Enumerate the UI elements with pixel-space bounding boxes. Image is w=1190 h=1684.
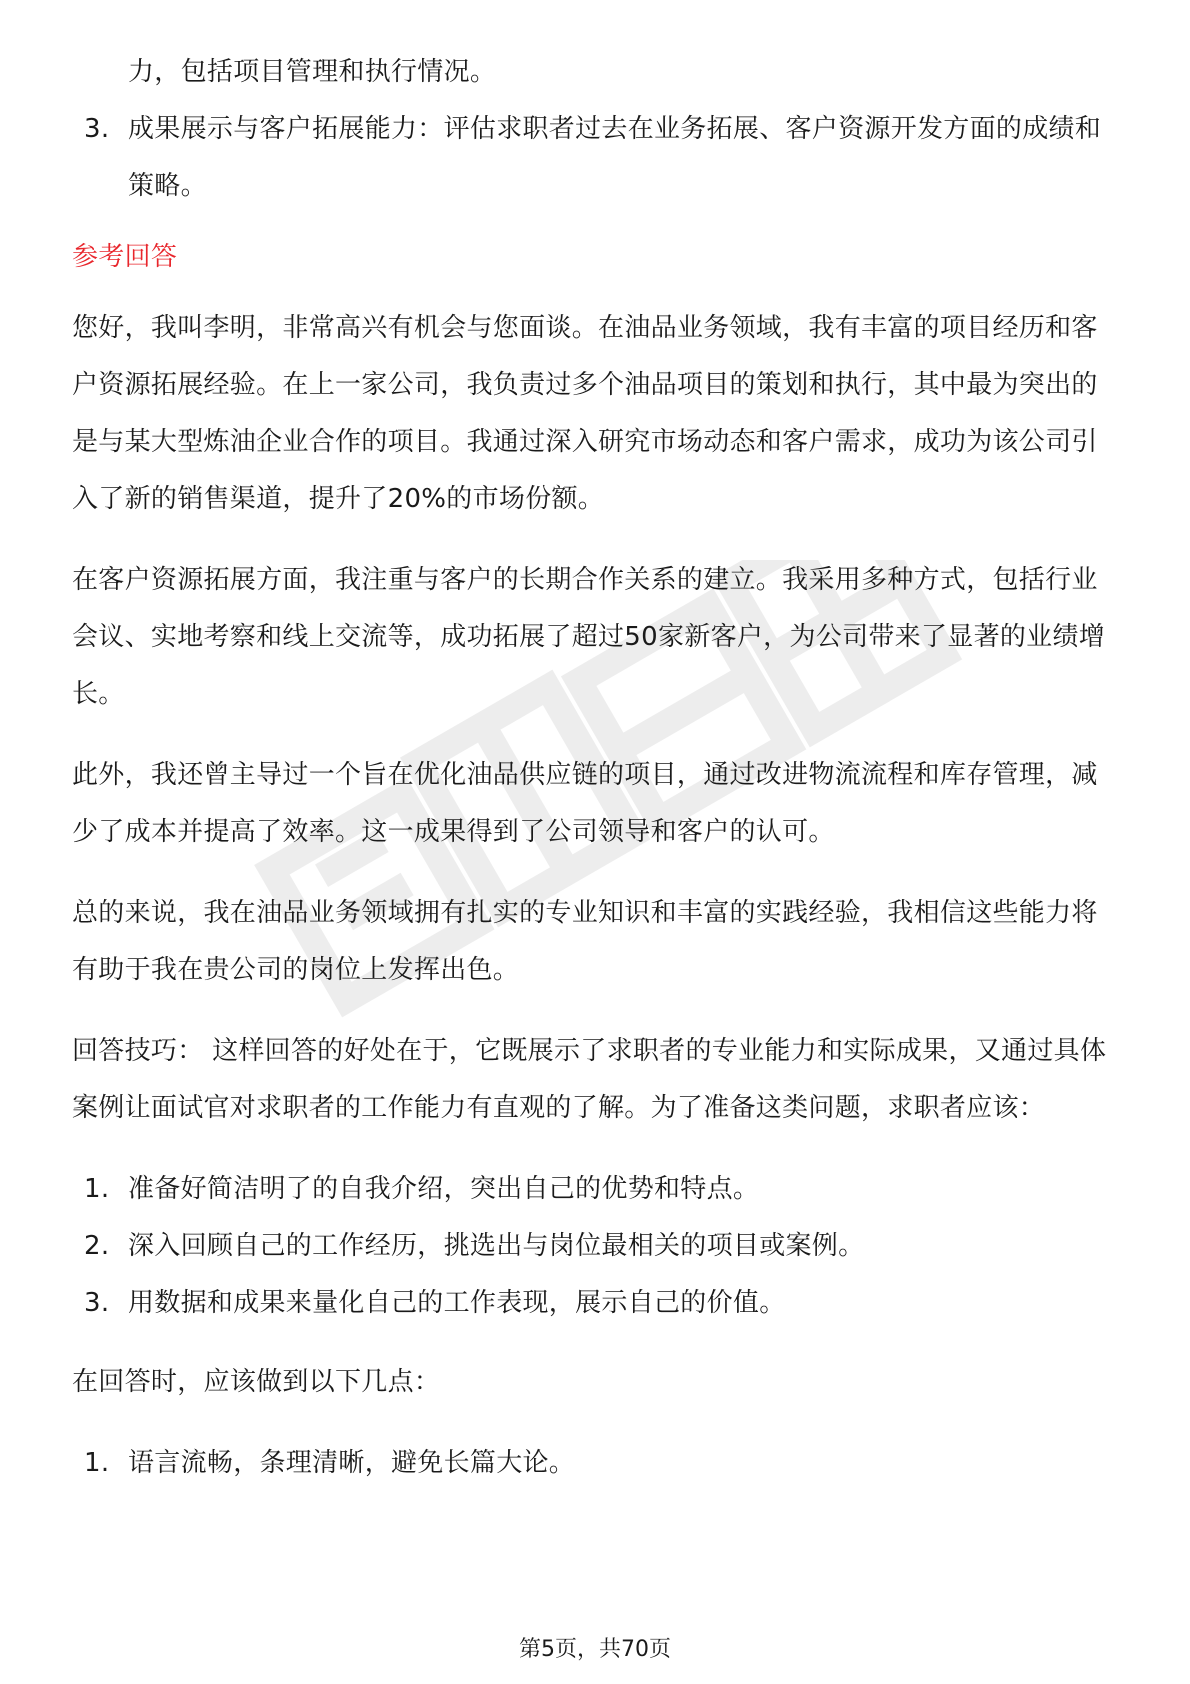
- answer-paragraph: 在客户资源拓展方面，我注重与客户的长期合作关系的建立。我采用多种方式，包括行业会议、实地考察和线上交流等，成功拓展了超过50家新客户，为公司带来了显著的业绩增长。: [72, 565, 1106, 709]
- list-item-text: 准备好简洁明了的自我介绍，突出自己的优势和特点。: [128, 1174, 760, 1204]
- page-footer: 第5页，共70页: [519, 1637, 671, 1662]
- reference-answer-heading: 参考回答: [72, 242, 178, 272]
- list-number: 1.: [84, 1174, 110, 1204]
- list-number: 3.: [84, 114, 110, 144]
- list-number: 2.: [84, 1231, 110, 1261]
- list-number: 1.: [84, 1448, 110, 1478]
- answer-paragraph: 您好，我叫李明，非常高兴有机会与您面谈。在油品业务领域，我有丰富的项目经历和客户资源拓展经验。在上一家公司，我负责过多个油品项目的策划和执行，其中最为突出的是与某大型炼油企业合作的项目。我通过深入研究市场动态和客户需求，成功为该公司引入了新的销售渠道，提升了20%的市场份额。: [72, 313, 1098, 514]
- document-page: [72, 44, 1120, 1492]
- answer-paragraph: 此外，我还曾主导过一个旨在优化油品供应链的项目，通过改进物流流程和库存管理，减少了成本并提高了效率。这一成果得到了公司领导和客户的认可。: [72, 760, 1098, 847]
- tips-list-item: [72, 1161, 1120, 1218]
- answer-points-intro: 在回答时，应该做到以下几点：: [72, 1367, 441, 1397]
- criteria-item-continuation: [72, 44, 1120, 101]
- list-item-text: 力，包括项目管理和执行情况。: [128, 57, 497, 87]
- list-number-blank: [84, 44, 128, 101]
- spacer: [72, 1332, 1120, 1354]
- criteria-item-3: [72, 101, 1120, 215]
- answer-points-list-item: [72, 1435, 1120, 1492]
- tips-list-item: [72, 1218, 1120, 1275]
- list-item-text: 深入回顾自己的工作经历，挑选出与岗位最相关的项目或案例。: [128, 1231, 865, 1261]
- list-number: 3.: [84, 1288, 110, 1318]
- list-item-text: 成果展示与客户拓展能力：评估求职者过去在业务拓展、客户资源开发方面的成绩和策略。: [128, 114, 1102, 201]
- list-item-text: 语言流畅，条理清晰，避免长篇大论。: [128, 1448, 576, 1478]
- tips-paragraph: 回答技巧： 这样回答的好处在于，它既展示了求职者的专业能力和实际成果，又通过具体案例让面试官对求职者的工作能力有直观的了解。为了准备这类问题，求职者应该：: [72, 1036, 1107, 1123]
- list-item-text: 用数据和成果来量化自己的工作表现，展示自己的价值。: [128, 1288, 786, 1318]
- answer-paragraph: 总的来说，我在油品业务领域拥有扎实的专业知识和丰富的实践经验，我相信这些能力将有助于我在贵公司的岗位上发挥出色。: [72, 898, 1098, 985]
- tips-list-item: [72, 1275, 1120, 1332]
